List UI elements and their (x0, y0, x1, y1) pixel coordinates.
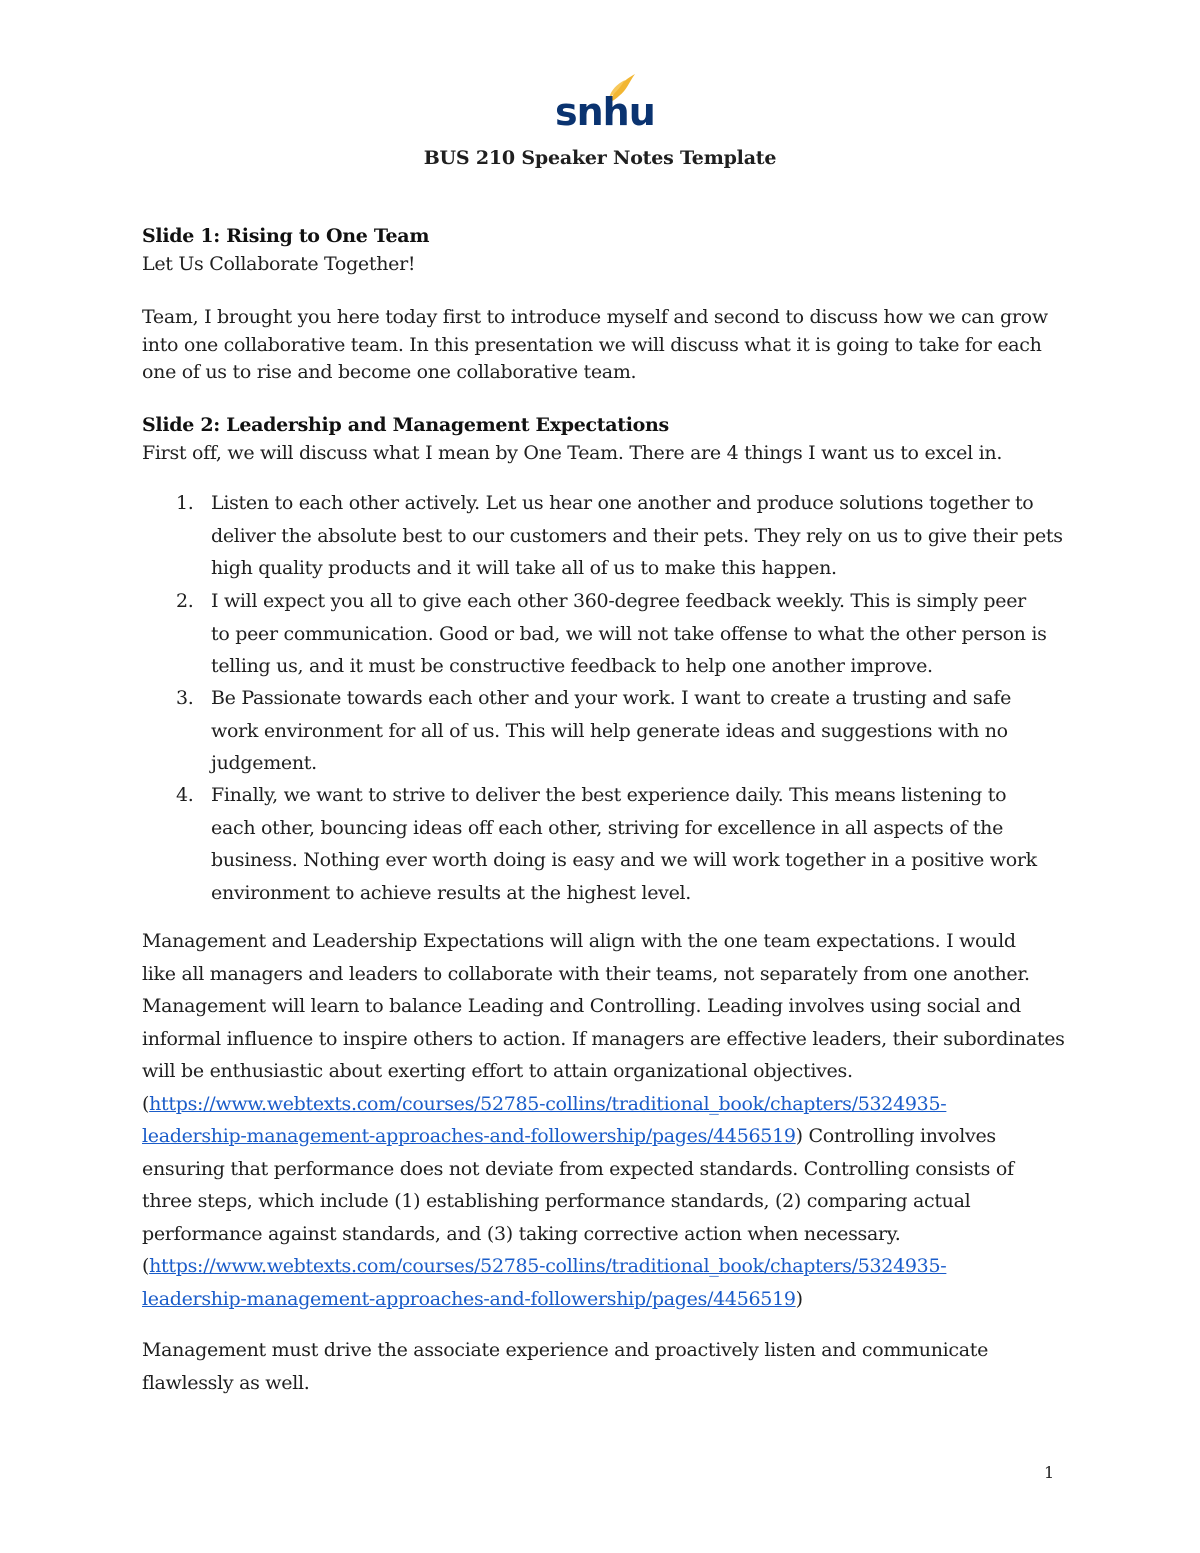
list-line: each other, bouncing ideas off each other, striving for excellence in all aspects of the (211, 816, 1004, 839)
paragraph-line: into one collaborative team. In this presentation we will discuss what it is going to take for each (142, 333, 1042, 356)
list-number: 1. (176, 492, 194, 514)
reference-link-1-continued[interactable]: leadership-management-approaches-and-followership/pages/4456519 (142, 1125, 796, 1147)
paragraph-line: informal influence to inspire others to action. If managers are effective leaders, their subordinates (142, 1027, 1065, 1050)
closing-paragraph (142, 1334, 1067, 1399)
paragraph-line (142, 1088, 1067, 1121)
list-line: high quality products and it will take all of us to make this happen. (211, 557, 837, 579)
logo-wordmark: snhu (555, 90, 655, 134)
management-paragraph (142, 925, 1067, 1315)
list-line: Be Passionate towards each other and your work. I want to create a trusting and safe (211, 687, 1012, 709)
reference-link-2[interactable]: https://www.webtexts.com/courses/52785-collins/traditional_book/chapters/5324935- (149, 1255, 947, 1277)
paragraph-line: Team, I brought you here today first to introduce myself and second to discuss how we can grow (142, 306, 1048, 328)
list-line: I will expect you all to give each other 360-degree feedback weekly. This is simply peer (211, 590, 1026, 612)
paragraph-line: ensuring that performance does not deviate from expected standards. Controlling consists of (142, 1157, 1014, 1180)
paragraph-line (142, 1283, 1067, 1316)
paragraph-line: like all managers and leaders to collaborate with their teams, not separately from one another. (142, 962, 1030, 985)
slide1-subtitle: Let Us Collaborate Together! (142, 253, 416, 275)
slide1-paragraph (142, 304, 1067, 387)
paragraph-line: Management and Leadership Expectations will align with the one team expectations. I would (142, 930, 1016, 952)
list-line: to peer communication. Good or bad, we will not take offense to what the other person is (211, 622, 1047, 645)
paragraph-line: one of us to rise and become one collaborative team. (142, 361, 637, 383)
document-title: BUS 210 Speaker Notes Template (423, 147, 777, 169)
list-line: business. Nothing ever worth doing is easy and we will work together in a positive work (211, 849, 1037, 871)
paragraph-line: three steps, which include (1) establishing performance standards, (2) comparing actual (142, 1190, 971, 1212)
list-line: deliver the absolute best to our customers and their pets. They rely on us to give their pets (211, 524, 1063, 547)
slide1-section (142, 222, 1067, 278)
open-paren: ( (142, 1092, 150, 1115)
paragraph-line: will be enthusiastic about exerting effort to attain organizational objectives. (142, 1060, 853, 1082)
paragraph-line: Management will learn to balance Leading and Controlling. Leading involves using social and (142, 995, 1021, 1017)
list-number: 3. (176, 687, 194, 709)
list-line: work environment for all of us. This will help generate ideas and suggestions with no (211, 719, 1008, 742)
page-number: 1 (1044, 1463, 1055, 1482)
list-line: judgement. (211, 752, 317, 774)
list-line: environment to achieve results at the highest level. (211, 881, 692, 904)
snhu-logo (555, 72, 655, 134)
paragraph-line: performance against standards, and (3) taking corrective action when necessary. (142, 1222, 901, 1245)
paragraph-line: Management must drive the associate experience and proactively listen and communicate (142, 1339, 989, 1361)
paragraph-line: flawlessly as well. (142, 1371, 310, 1394)
slide2-heading: Slide 2: Leadership and Management Expectations (142, 414, 669, 436)
list-number: 4. (176, 784, 194, 806)
open-paren: ( (142, 1255, 150, 1277)
reference-link-2-continued[interactable]: leadership-management-approaches-and-followership/pages/4456519 (142, 1287, 796, 1310)
close-paren: ) (795, 1287, 803, 1310)
slide1-heading: Slide 1: Rising to One Team (142, 225, 430, 247)
reference-link-1[interactable]: https://www.webtexts.com/courses/52785-collins/traditional_book/chapters/5324935- (149, 1092, 947, 1115)
paragraph-line (142, 1120, 1067, 1153)
slide2-section (142, 411, 1067, 467)
list-line: telling us, and it must be constructive feedback to help one another improve. (211, 655, 933, 677)
link-trailing-text: ) Controlling involves (795, 1125, 996, 1147)
paragraph-line (142, 1250, 1067, 1283)
slide2-intro: First off, we will discuss what I mean by One Team. There are 4 things I want us to excel in. (142, 442, 1003, 464)
list-line: Listen to each other actively. Let us hear one another and produce solutions together to (211, 492, 1034, 514)
list-number: 2. (176, 590, 194, 612)
list-line: Finally, we want to strive to deliver the best experience daily. This means listening to (211, 784, 1007, 806)
